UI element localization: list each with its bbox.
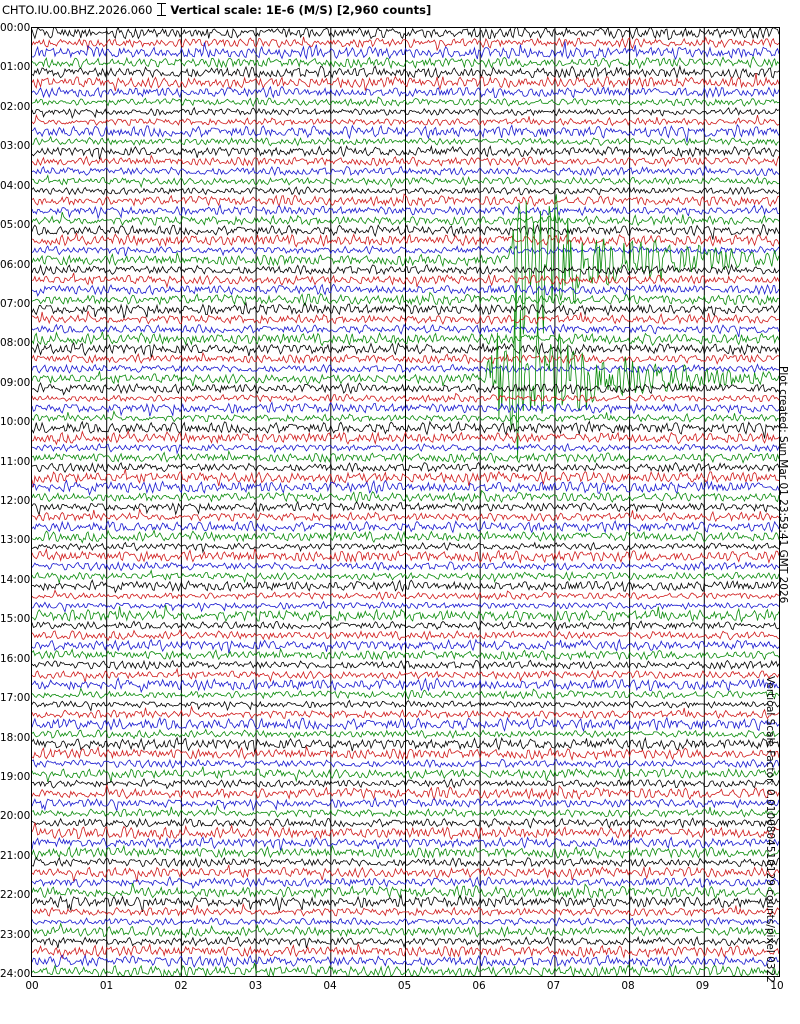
y-axis-tick-label: 13:00 [0,534,31,547]
y-axis-tick-label: 06:00 [0,258,31,271]
y-axis-tick-label: 11:00 [0,455,31,468]
y-axis-tick-label: 04:00 [0,179,31,192]
seismogram-canvas[interactable] [31,27,780,977]
y-axis-tick-label: 15:00 [0,613,31,626]
y-axis-tick-label: 07:00 [0,297,31,310]
x-axis-tick-label: 00 [25,980,39,992]
x-axis-tick-label: 09 [695,980,710,992]
x-axis-tick-label: 03 [248,980,263,992]
y-axis-tick-label: 08:00 [0,337,31,350]
plot-area [0,19,800,1024]
y-axis-tick-label: 17:00 [0,692,31,705]
x-axis-tick-label: 02 [174,980,188,992]
x-axis-tick-label: 06 [472,980,486,992]
y-axis-tick-label: 18:00 [0,731,31,744]
station-label: CHTO.IU.00.BHZ.2026.060 [2,2,153,17]
y-axis-tick-label: 22:00 [0,889,31,902]
x-axis-tick-label: 07 [546,980,561,992]
y-axis-tick-label: 12:00 [0,495,31,507]
y-axis-tick-label: 09:00 [0,376,31,389]
y-axis-tick-label: 01:00 [0,61,31,74]
y-axis-tick-label: 00:00 [0,22,31,34]
y-axis-tick-label: 14:00 [0,573,31,586]
x-axis-tick-label: 08 [621,980,635,992]
y-axis-tick-label: 23:00 [0,928,31,941]
vertical-scale-bar-icon [156,3,167,16]
trace-svg [32,28,779,976]
x-axis-tick-label: 10 [770,980,784,992]
y-axis-tick-label: 21:00 [0,849,31,862]
y-axis-tick-label: 10:00 [0,416,31,429]
y-axis-tick-label: 19:00 [0,770,31,783]
vertical-scale-label: Vertical scale: 1E-6 (M/S) [2,960 counts] [170,2,432,17]
x-axis-tick-label: 01 [99,980,114,992]
y-axis-tick-label: 05:00 [0,219,31,232]
y-axis-tick-label: 20:00 [0,810,31,823]
header [0,0,800,19]
plot-created-caption: Plot created: Sun Mar 01 23:59:41 GMT 2026 [777,366,789,604]
y-axis-tick-label: 02:00 [0,100,31,113]
scale-factor-caption: Vertical Scale Factor: 0.0100804510129 counts/pixel 0322 [764,676,776,983]
y-axis-tick-label: 16:00 [0,652,31,665]
y-axis-tick-label: 03:00 [0,140,31,153]
x-axis-tick-label: 04 [323,980,337,992]
y-axis-tick-label: 24:00 [0,968,31,980]
x-axis-tick-label: 05 [397,980,412,992]
